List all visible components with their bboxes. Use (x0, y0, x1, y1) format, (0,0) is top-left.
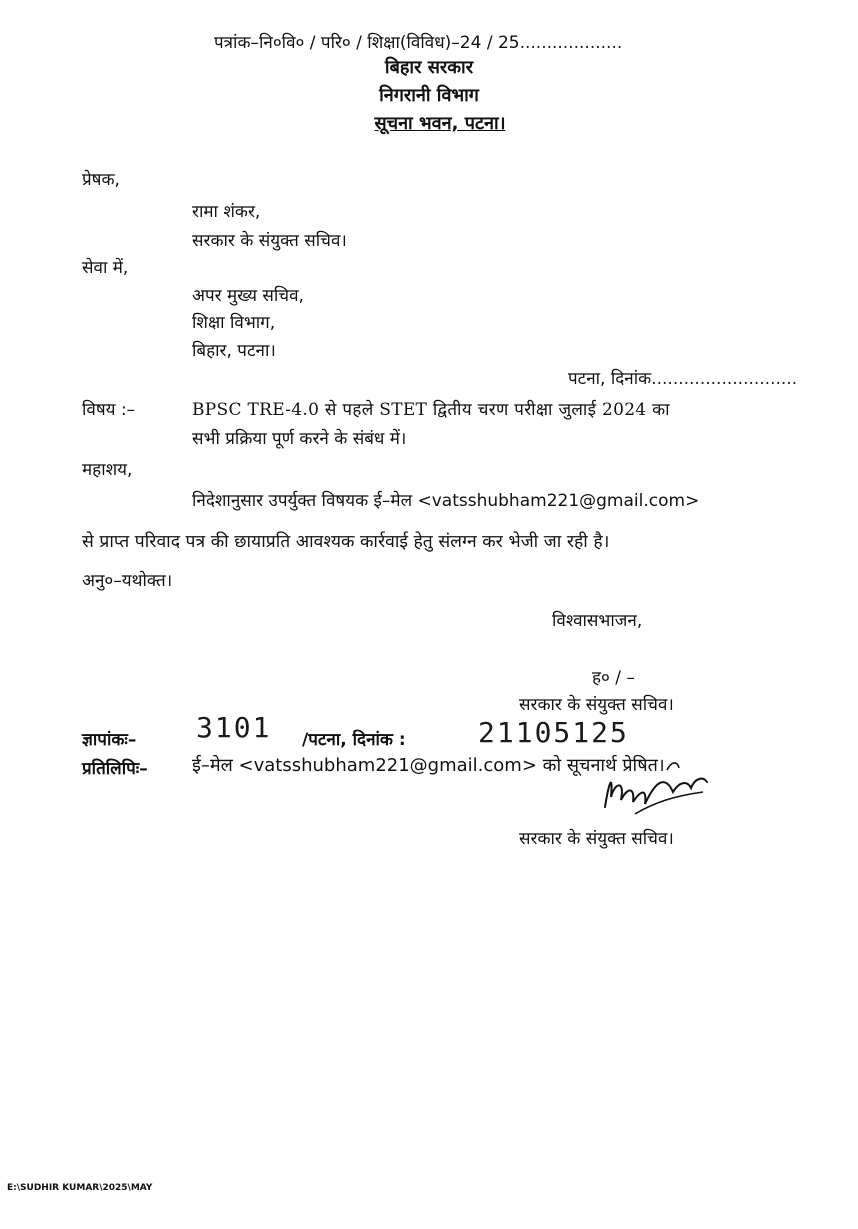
subject-label: विषय :– (82, 400, 136, 420)
closing-sd: ह० / – (592, 668, 635, 688)
salutation: महाशय, (82, 460, 133, 480)
body-line-1: निदेशानुसार उपर्युक्त विषयक ई–मेल <vatsshubham221@gmail.com> (192, 491, 700, 511)
department-heading: निगरानी विभाग (379, 85, 479, 106)
date-dots: ........................... (651, 369, 798, 389)
date-line (568, 366, 797, 389)
sender-name: रामा शंकर, (192, 202, 261, 222)
sender-label: प्रेषक, (82, 170, 120, 190)
memo-date-handwritten: 21105125 (478, 716, 629, 749)
copy-text: ई–मेल <vatsshubham221@gmail.com> को सूचनार्थ प्रेषित। (192, 755, 665, 776)
subject-line-2: सभी प्रक्रिया पूर्ण करने के संबंध में। (192, 429, 407, 449)
date-label: पटना, दिनांक (568, 369, 652, 389)
sender-designation: सरकार के संयुक्त सचिव। (192, 231, 347, 251)
office-heading: सूचना भवन, पटना। (374, 113, 506, 134)
recipient-line-2: शिक्षा विभाग, (192, 313, 276, 333)
closing-yours: विश्वासभाजन, (552, 611, 643, 631)
reference-number (214, 30, 622, 53)
signature-scribble (595, 752, 735, 832)
copy-designation: सरकार के संयुक्त सचिव। (519, 829, 674, 849)
reference-dots: ................... (519, 33, 623, 53)
recipient-line-1: अपर मुख्य सचिव, (192, 286, 304, 306)
memo-number-handwritten: 3101 (196, 711, 272, 744)
closing-designation: सरकार के संयुक्त सचिव। (519, 695, 674, 715)
recipient-line-3: बिहार, पटना। (192, 341, 276, 361)
footer-path: E:\SUDHIR KUMAR\2025\MAY (7, 1183, 153, 1193)
subject-line-1: BPSC TRE-4.0 से पहले STET द्वितीय चरण परीक्षा जुलाई 2024 का (192, 400, 670, 420)
memo-label: ज्ञापांकः– (82, 730, 137, 750)
reference-text: पत्रांक–नि०वि० / परि० / शिक्षा(विविध)–24 / 25 (214, 33, 520, 53)
body-line-2: से प्राप्त परिवाद पत्र की छायाप्रति आवश्यक कार्रवाई हेतु संलग्न कर भेजी जा रही है। (82, 532, 610, 552)
government-heading: बिहार सरकार (384, 57, 474, 78)
memo-place-date: /पटना, दिनांक : (302, 730, 406, 750)
enclosure: अनु०–यथोक्त। (82, 571, 173, 591)
recipient-label: सेवा में, (82, 258, 129, 278)
copy-label: प्रतिलिपिः– (82, 759, 148, 779)
